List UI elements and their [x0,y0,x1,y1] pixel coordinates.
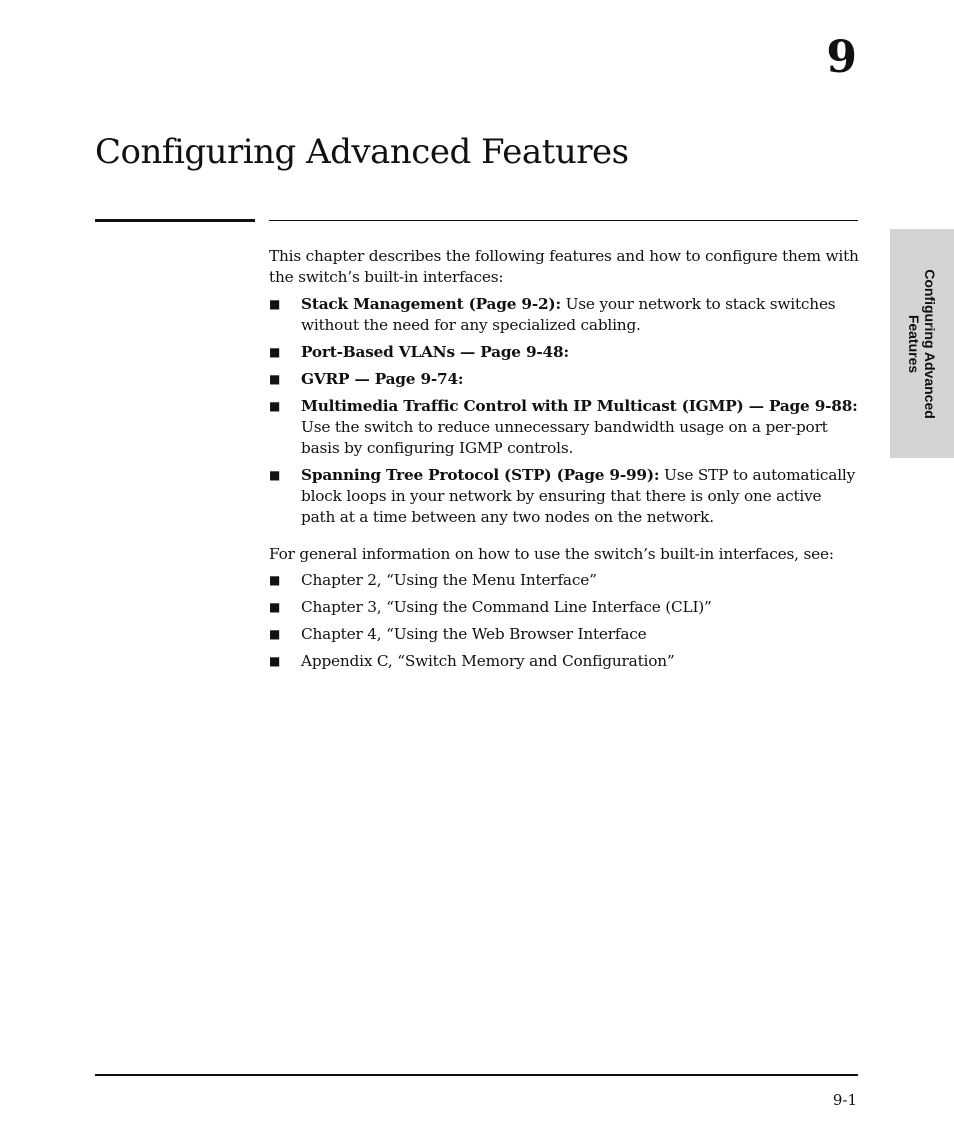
feature-description: Use your network to stack switches without the need for any specialized cabling. [301,295,836,334]
reference-item [269,570,859,591]
feature-list [269,294,859,528]
intro-paragraph: This chapter describes the following features and how to configure them with the switch’s built-in interfaces: [269,247,859,286]
bullet-icon: ■ [269,600,281,614]
bullet-icon: ■ [269,399,281,413]
reference-list [269,570,859,672]
reference-text: Chapter 2, “Using the Menu Interface” [301,571,597,589]
footer-rule [95,1074,858,1076]
reference-item [269,624,859,645]
feature-item-gvrp [269,369,859,390]
bullet-icon: ■ [269,627,281,641]
feature-item-stp [269,465,859,528]
reference-item [269,597,859,618]
feature-title: Stack Management (Page 9-2): [301,295,561,313]
page-number: 9-1 [832,1091,857,1109]
bullet-icon: ■ [269,468,281,482]
side-tab-label: Configuring Advanced Features [906,268,938,419]
feature-title: Spanning Tree Protocol (STP) (Page 9-99): [301,466,660,484]
bullet-icon: ■ [269,345,281,359]
feature-item-stack-management [269,294,859,336]
reference-text: Chapter 4, “Using the Web Browser Interface [301,625,647,643]
chapter-content [269,246,859,678]
feature-item-port-based-vlans [269,342,859,363]
feature-description: Use the switch to reduce unnecessary bandwidth usage on a per-port basis by configuring IGMP controls. [301,418,828,457]
feature-title: Multimedia Traffic Control with IP Multicast (IGMP) — Page 9-88: [301,397,858,415]
reference-text: Chapter 3, “Using the Command Line Interface (CLI)” [301,598,712,616]
general-info-paragraph: For general information on how to use the switch’s built-in interfaces, see: [269,545,834,563]
chapter-title: Configuring Advanced Features [95,132,629,172]
bullet-icon: ■ [269,372,281,386]
feature-title: Port-Based VLANs — Page 9-48: [301,343,569,361]
reference-item [269,651,859,672]
bullet-icon: ■ [269,297,281,311]
side-tab [890,229,954,458]
header-rule-left [95,219,255,222]
bullet-icon: ■ [269,573,281,587]
bullet-icon: ■ [269,654,281,668]
reference-text: Appendix C, “Switch Memory and Configuration” [301,652,675,670]
chapter-number: 9 [826,32,857,83]
header-rule-right [269,220,858,221]
feature-title: GVRP — Page 9-74: [301,370,464,388]
feature-description: Use STP to automatically block loops in your network by ensuring that there is only one active path at a time between any two nodes on the network. [301,466,856,526]
feature-item-igmp [269,396,859,459]
